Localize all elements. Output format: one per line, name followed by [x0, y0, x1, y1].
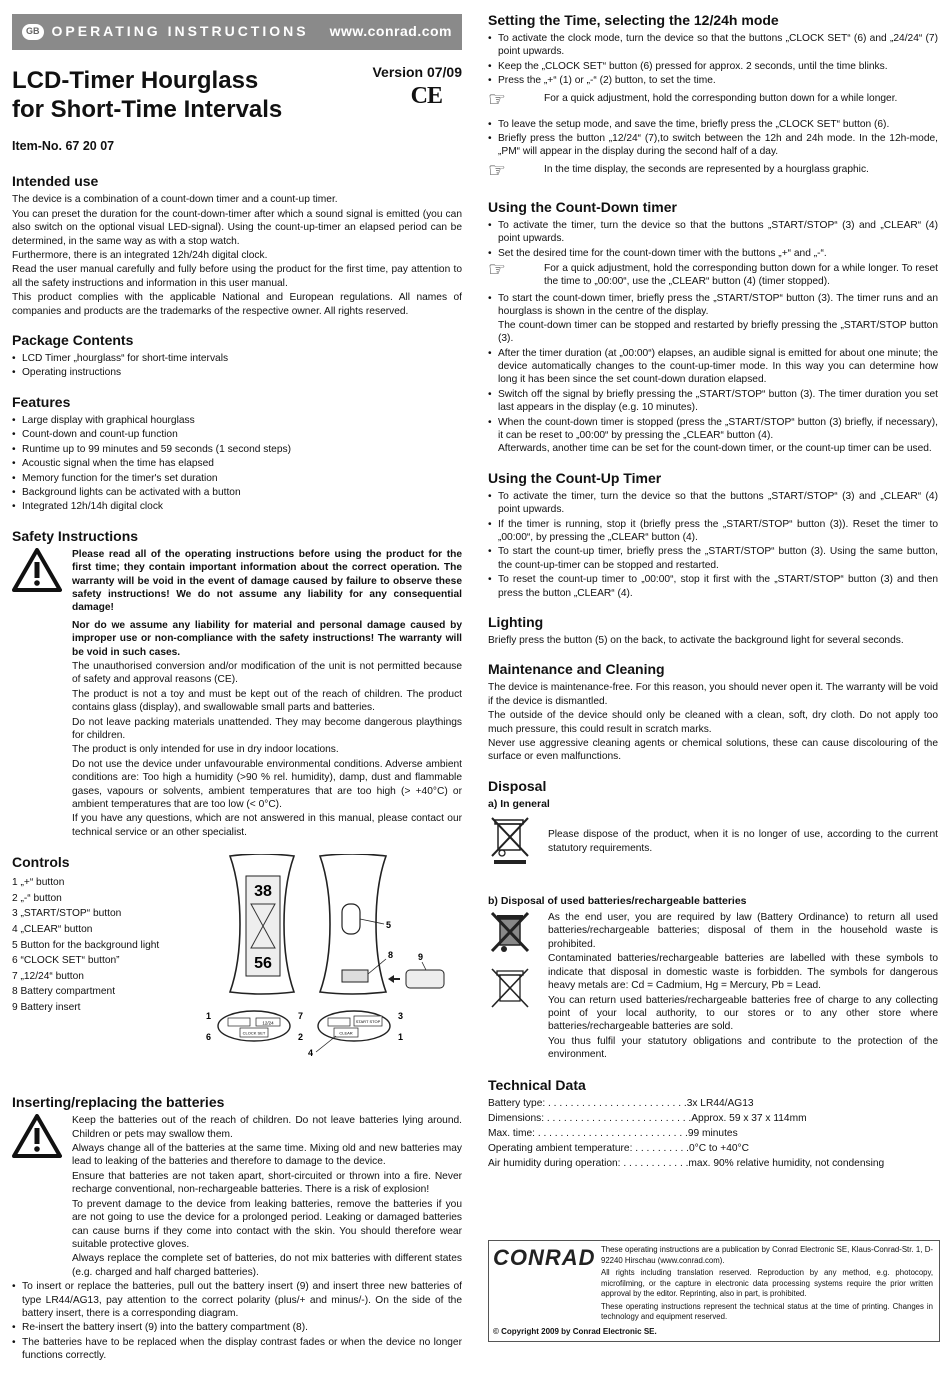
btn-startstop-label: START STOP [355, 1019, 381, 1025]
callout-9: 9 [418, 952, 424, 963]
item-number: Item-No. 67 20 07 [12, 139, 115, 153]
device-diagram [202, 854, 464, 1064]
callout-2: 2 [298, 1032, 304, 1043]
paragraph: The product is only intended for use in dry indoor locations. [72, 744, 339, 756]
pointing-hand-icon: ☞ [488, 88, 506, 111]
footer-text: All rights including translation reserved. Reproduction by any method, e.g. photocopy, microfilming, or the capture in electronic data processing systems require the prior written approval by the editor. Reprinting, also in part, is prohibited. [601, 1268, 933, 1298]
batteries-section [12, 1094, 462, 1362]
list-item: • Background lights can be activated with a button [12, 486, 462, 499]
control-item: 7 „12/24“ button [12, 970, 84, 982]
disposal-section [488, 778, 938, 1063]
list-item: • To start the count-up timer, briefly press the „START/STOP“ button (3). Using the same button, the count-up-timer can be stopped and restarted. [488, 545, 938, 572]
list-item: • After the timer duration (at „00:00“) elapses, an audible signal is emitted for about one minute; the device automatically changes to the count-up-timer mode. In this way you can determine how long it has been since the set count-down duration elapsed. [488, 347, 938, 387]
paragraph: Do not leave packing materials unattended. They may become dangerous playthings for children. [72, 716, 462, 741]
package-contents-section [12, 332, 462, 380]
paragraph: You can preset the duration for the count-down-timer after which a sound signal is emitted (you can also switch on the optional visual LED-signal). Using the count-up-timer an elapsed period can be determined, in the same way as with a stop watch. [12, 208, 462, 247]
section-heading: Lighting [488, 614, 544, 630]
battery-bin-icons [488, 911, 536, 1015]
title-block [12, 66, 462, 140]
list-item-text: • To start the count-down timer, briefly press the „START/STOP“ button (3). The timer runs and an hourglass is shown in the centre of the display. [498, 292, 938, 318]
technical-data-section [488, 1077, 938, 1170]
display-bottom-digits: 56 [254, 955, 272, 973]
paragraph: You can return used batteries/rechargeable batteries free of charge to any collecting point of your local authority, to our stores or to any other store where batteries/rechargeable batteries are sold. [548, 994, 938, 1033]
callout-1b: 1 [398, 1032, 404, 1043]
control-item: 2 „-“ button [12, 892, 62, 904]
list-item-text: • When the count-down timer is stopped (press the „START/STOP“ button (3) briefly, if necessary), it can be reset to „00:00“ by pressing the „CLEAR“ button (4). [498, 416, 938, 441]
btn-12-24-label: 12/24 [262, 1020, 274, 1026]
tech-row: Operating ambient temperature: . . . . . . . . . .0°C to +40°C [488, 1142, 749, 1154]
note-text: For a quick adjustment, hold the corresponding button down for a while longer. To reset the time to „00:00“, use the „CLEAR“ button (4) (timer stopped). [544, 263, 938, 288]
tech-row: Dimensions: . . . . . . . . . . . . . . . . . . . . . . . . . .Approx. 59 x 37 x 114mm [488, 1112, 807, 1124]
list-item: • Operating instructions [12, 366, 462, 379]
control-item: 3 „START/STOP“ button [12, 908, 122, 920]
display-top-digits: 38 [254, 883, 272, 901]
features-section [12, 394, 462, 514]
list-item: • Count-down and count-up function [12, 428, 462, 441]
section-heading: Controls [12, 854, 70, 871]
footer-box [488, 1240, 940, 1342]
subsection-heading: b) Disposal of used batteries/rechargeable batteries [488, 894, 747, 907]
footer-text: These operating instructions are a publication by Conrad Electronic SE, Klaus-Conrad-Str. 1, D-92240 Hirschau (www.conrad.com). [601, 1245, 933, 1265]
paragraph: Nor do we assume any liability for material and personal damage caused by improper use or non-compliance with the safety instructions! The warranty will be void in such cases. [72, 619, 462, 658]
list-item: • Briefly press the button „12/24“ (7),to switch between the 12h and 24h mode. In the 12h-mode, „PM“ will appear in the display during the second half of a day. [488, 132, 938, 159]
list-item: • To leave the setup mode, and save the time, briefly press the „CLOCK SET“ button (6). [488, 118, 938, 131]
control-item: 1 „+“ button [12, 877, 65, 889]
section-heading: Disposal [488, 777, 547, 794]
section-heading: Features [12, 393, 71, 410]
callout-5: 5 [386, 920, 392, 931]
paragraph: The product is not a toy and must be kept out of the reach of children. The product contains glass (display), and swallowable small parts and batteries. [72, 688, 462, 714]
control-item: 9 Battery insert [12, 1002, 81, 1013]
header-bar [12, 14, 462, 50]
intended-use-section [12, 173, 462, 318]
paragraph: Please read all of the operating instructions before using the product for the first time; they contain important information about the correct operation. The warranty will be void in the event of damage caused by failure to observe these safety instructions! We do not assume any liability for any consequential damage! [72, 548, 462, 614]
note-text: For a quick adjustment, hold the corresponding button down for a while longer. [544, 92, 898, 104]
footer-text: These operating instructions represent the technical status at the time of printing. Changes in technology and equipment reserved. [601, 1301, 933, 1321]
header-label: OPERATING INSTRUCTIONS [51, 23, 309, 40]
set-time-section [488, 12, 938, 182]
warning-icon [12, 1114, 64, 1280]
callout-4: 4 [308, 1048, 314, 1059]
battery-insert [406, 970, 444, 988]
tech-row: Max. time: . . . . . . . . . . . . . . . . . . . . . . . . . . .99 minutes [488, 1127, 738, 1139]
btn-clock-label: CLOCK SET [242, 1030, 266, 1036]
list-item: • Re-insert the battery insert (9) into the battery compartment (8). [12, 1321, 462, 1334]
list-item: • To activate the timer, turn the device so that the buttons „START/STOP“ (3) and „CLEAR“ (4) point upwards. [488, 219, 938, 246]
right-column [488, 12, 938, 1184]
section-heading: Maintenance and Cleaning [488, 661, 665, 678]
callout-7: 7 [298, 1011, 304, 1022]
paragraph: Never use aggressive cleaning agents or chemical solutions, these can cause discolouring of the surface or even malfunctions. [488, 738, 938, 763]
left-column [12, 14, 462, 1377]
section-heading: Intended use [12, 173, 99, 190]
paragraph: Keep the batteries out of the reach of children. Do not leave batteries lying around. Children or pets may swallow them. [72, 1115, 462, 1140]
light-button [342, 904, 360, 934]
paragraph: This product complies with the applicable National and European regulations. All names of companies and products are the trademarks of the respective owner. All rights reserved. [12, 292, 462, 317]
safety-section [12, 528, 462, 841]
list-item: • Set the desired time for the count-down timer with the buttons „+“ and „-“. [488, 247, 938, 260]
pointing-hand-icon: ☞ [488, 159, 506, 182]
paragraph: Ensure that batteries are not taken apart, short-circuited or thrown into a fire. Never recharge conventional, non-rechargeable batteries. There is a risk of explosion! [72, 1170, 462, 1196]
count-down-section [488, 199, 938, 456]
language-badge: GB [22, 24, 44, 39]
paragraph: You thus fulfil your statutory obligations and contribute to the protection of the environment. [548, 1035, 938, 1061]
callout-3: 3 [398, 1011, 404, 1022]
paragraph: As the end user, you are required by law (Battery Ordinance) to return all used batteries/rechargeable batteries; disposal of them in the household waste is prohibited. [548, 912, 938, 950]
paragraph: Always change all of the batteries at the same time. Mixing old and new batteries may lead to leaking of the batteries and therefore to damage to the device. [72, 1143, 462, 1168]
section-heading: Safety Instructions [12, 527, 139, 544]
control-item: 5 Button for the background light [12, 939, 160, 951]
header-url: www.conrad.com [329, 23, 452, 40]
section-heading: Technical Data [488, 1076, 586, 1093]
section-heading: Setting the Time, selecting the 12/24h mode [488, 12, 779, 28]
lighting-section [488, 614, 938, 647]
list-item: • To reset the count-up timer to „00:00“, stop it first with the „START/STOP“ button (3) and then press the button „CLEAR“ (4). [488, 573, 938, 600]
callout-8: 8 [388, 950, 394, 961]
paragraph: Furthermore, there is an integrated 12h/24h digital clock. [12, 250, 268, 262]
crossed-bin-icon [488, 814, 536, 870]
list-item [488, 416, 938, 456]
paragraph: The unauthorised conversion and/or modification of the unit is not permitted because of safety and approval reasons (CE). [72, 660, 462, 686]
list-item: • Integrated 12h/14h digital clock [12, 500, 462, 513]
paragraph: Contaminated batteries/rechargeable batteries are labelled with these symbols to indicate that disposal in domestic waste is forbidden. The symbols for dangerous heavy metals are: Cd = Cadmium, Hg = Mercury, Pb = Lead. [548, 953, 938, 992]
btn-clear-label: CLEAR [339, 1030, 353, 1036]
paragraph: The outside of the device should only be cleaned with a clean, soft, dry cloth. Do not apply too much pressure, this could result in scratch marks. [488, 710, 938, 735]
callout-6: 6 [206, 1032, 212, 1043]
paragraph: The device is maintenance-free. For this reason, you should never open it. The warranty will be void if the device is dismantled. [488, 682, 938, 707]
list-item: • To insert or replace the batteries, pull out the battery insert (9) and insert three new batteries of type LR44/AG13, pay attention to the correct polarity (plus/+ and minus/-). On the side of the battery insert, there is a corresponding diagram. [12, 1280, 462, 1320]
control-item: 4 „CLEAR“ button [12, 924, 93, 936]
section-heading: Using the Count-Up Timer [488, 469, 662, 486]
section-heading: Using the Count-Down timer [488, 198, 677, 215]
section-heading: Inserting/replacing the batteries [12, 1094, 225, 1111]
list-item [488, 292, 938, 346]
list-item: • Runtime up to 99 minutes and 59 seconds (1 second steps) [12, 443, 462, 456]
conrad-logo: CONRAD [493, 1245, 596, 1270]
paragraph: Do not use the device under unfavourable environmental conditions. Adverse ambient conditions are: Too high a humidity (>90 % rel. humidity), damp, dust and flammable gases, vapours or solvents, ambient temperatures that are too high (> +40°C) or ambient temperatures that are too low (< 0°C). [72, 758, 462, 811]
version-label: Version 07/09 [372, 64, 462, 80]
list-item: • LCD Timer „hourglass“ for short-time intervals [12, 352, 462, 365]
paragraph: Briefly press the button (5) on the back, to activate the background light for several seconds. [488, 635, 904, 646]
paragraph: Please dispose of the product, when it is no longer of use, according to the current statutory requirements. [548, 829, 938, 854]
list-item: • Switch off the signal by briefly pressing the „START/STOP“ button (3). The timer duration you set last appears in the display (e.g. 10 minutes). [488, 388, 938, 415]
battery-compartment [342, 970, 368, 982]
note-text: In the time display, the seconds are represented by a hourglass graphic. [544, 163, 869, 175]
pointing-hand-icon: ☞ [488, 259, 506, 282]
title-line-1: LCD-Timer Hourglass [12, 67, 259, 94]
ce-mark: CE [410, 83, 442, 109]
control-item: 6 “CLOCK SET“ button” [12, 955, 120, 967]
paragraph: To prevent damage to the device from leaking batteries, remove the batteries if you are not going to use the device for a prolonged period. Leaking or damaged batteries can cause burns if they come into contact with the skin. You should therefore wear suitable protective gloves. [72, 1198, 462, 1250]
callout-1: 1 [206, 1011, 212, 1022]
control-item: 8 Battery compartment [12, 986, 116, 998]
list-item: • If the timer is running, stop it (briefly press the „START/STOP“ button (3)). Reset the timer to „00:00“, by pressing the „CLEAR“ button (4). [488, 518, 938, 545]
list-item: • To activate the clock mode, turn the device so that the buttons „CLOCK SET“ (6) and „24/24“ (7) point upwards. [488, 32, 938, 59]
warning-icon [12, 548, 64, 841]
title-line-2: for Short-Time Intervals [12, 96, 283, 123]
list-item: • Keep the „CLOCK SET“ button (6) pressed for approx. 2 seconds, until the time blinks. [488, 60, 938, 73]
list-item-text: The count-down timer can be stopped and restarted by briefly pressing the „START/STOP button (3). [498, 319, 938, 345]
paragraph: If you have any questions, which are not answered in this manual, please contact our technical service or an other specialist. [72, 813, 462, 838]
list-item: • Large display with graphical hourglass [12, 414, 462, 427]
subsection-heading: a) In general [488, 797, 550, 810]
copyright: © Copyright 2009 by Conrad Electronic SE. [493, 1326, 657, 1336]
controls-section [12, 854, 462, 1074]
paragraph: Always replace the complete set of batteries, do not mix batteries with different states (e.g. charged and half charged batteries). [72, 1253, 462, 1278]
tech-row: Air humidity during operation: . . . . . . . . . . . .max. 90% relative humidity, not condensing [488, 1157, 885, 1169]
list-item: • Press the „+“ (1) or „-“ (2) button, to set the time. [488, 74, 938, 87]
list-item: • Acoustic signal when the time has elapsed [12, 457, 462, 470]
list-item: • The batteries have to be replaced when the display contrast fades or when the device no longer functions correctly. [12, 1336, 462, 1363]
maintenance-section [488, 661, 938, 763]
tech-row: Battery type: . . . . . . . . . . . . . . . . . . . . . . . . .3x LR44/AG13 [488, 1097, 754, 1109]
count-up-section [488, 470, 938, 600]
list-item: • To activate the timer, turn the device so that the buttons „START/STOP“ (3) and „CLEAR“ (4) point upwards. [488, 490, 938, 517]
paragraph: Read the user manual carefully and fully before using the product for the first time, pay attention to all the safety instructions and information in this user manual. [12, 264, 462, 289]
list-item: • Memory function for the timer's set duration [12, 472, 462, 485]
section-heading: Package Contents [12, 332, 134, 349]
list-item-text: Afterwards, another time can be set for the count-down timer, or the count-up timer can be used. [498, 443, 932, 455]
paragraph: The device is a combination of a count-down timer and a count-up timer. [12, 194, 338, 206]
